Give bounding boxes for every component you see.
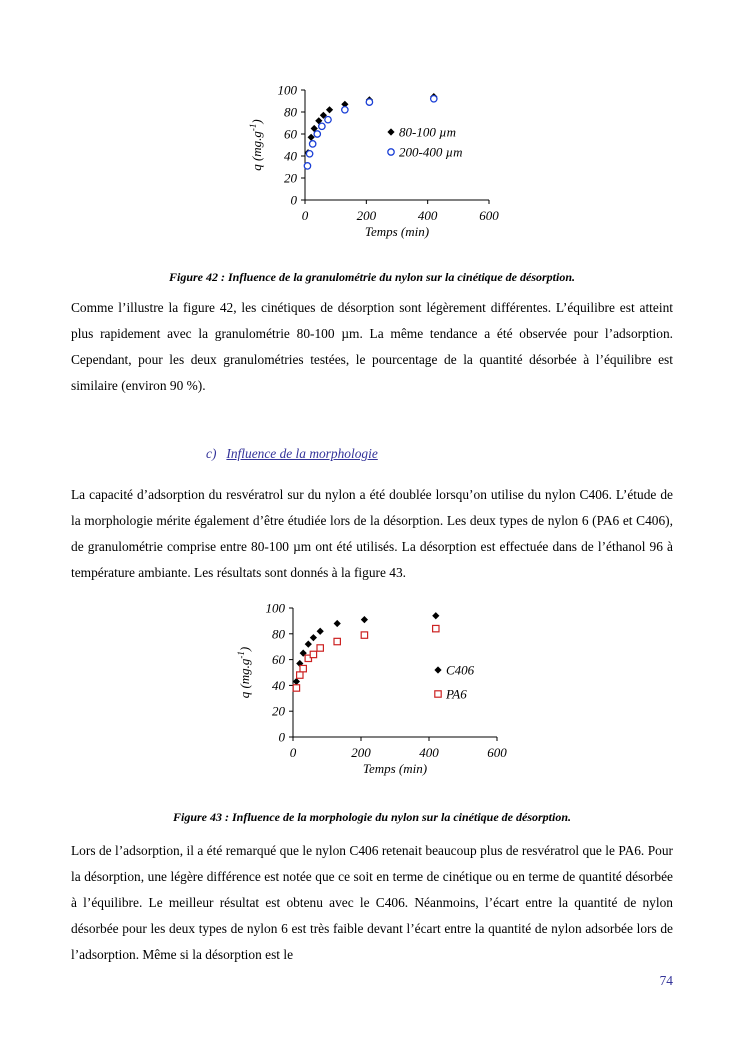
figure-43-caption: Figure 43 : Influence de la morphologie du nylon sur la cinétique de désorption. <box>172 810 572 824</box>
page-number: 74 <box>659 973 673 988</box>
paragraph-conclusion: Lors de l’adsorption, il a été remarqué que le nylon C406 retenait beaucoup plus de resvératrol que le PA6. Pour la désorption, une légère différence est notée que ce soit en terme de cinétique ou en terme de quantité désorbée à l’équilibre. Le meilleur résultat est obtenu avec le C406. Néanmoins, l’écart entre la quantité de nylon désorbée pour les deux types de nylon 6 est très faible devant l’écart entre la quantité de nylon adsorbée lors de l’adsorption. Même si la désorption est le <box>71 843 673 962</box>
x-tick-label: 400 <box>417 208 438 223</box>
data-point <box>297 672 303 678</box>
y-axis-label: q $(mg.g^{-1})$ <box>248 119 264 171</box>
x-tick-label: 600 <box>479 208 499 223</box>
y-tick-label: 20 <box>284 170 297 186</box>
y-tick-label: 80 <box>284 104 297 120</box>
y-tick-label: 100 <box>277 82 297 98</box>
data-point <box>310 651 316 657</box>
data-point <box>432 612 439 619</box>
data-point <box>334 620 341 627</box>
paragraph-morphologie: La capacité d’adsorption du resvératrol sur du nylon a été doublée lorsqu’on utilise du nylon C406. L’étude de la morphologie mérite également d’être étudiée lors de la désorption. Les deux types de nylon 6 (PA6 et C406), de granulométrie comprise entre 80-100 µm ont été utilisés. La désorption est effectuée dans de l’éthanol 96 à température ambiante. Les résultats sont donnés à la figure 43. <box>71 487 673 580</box>
y-tick-label: 60 <box>272 652 285 668</box>
y-tick-label: 40 <box>284 148 297 164</box>
data-point <box>361 616 368 623</box>
legend-label: 200-400 µm <box>399 144 463 160</box>
data-point <box>305 641 312 648</box>
data-point <box>293 685 299 691</box>
data-point <box>293 678 300 685</box>
y-tick-label: 20 <box>272 703 285 719</box>
paragraph-granulometrie: Comme l’illustre la figure 42, les cinétiques de désorption sont légèrement différentes. L’équilibre est atteint plus rapidement avec la granulométrie 80-100 µm. La même tendance a été observée pour l’adsorption. Cependant, pour les deux granulométries testées, le pourcentage de la quantité désorbée à l’équilibre est similaire (environ 90 %). <box>71 300 673 393</box>
legend-label: 80-100 µm <box>399 124 456 140</box>
y-tick-label: 0 <box>278 729 285 745</box>
x-tick-label: 200 <box>351 745 371 760</box>
legend-label: PA6 <box>446 686 467 702</box>
data-point <box>310 634 317 641</box>
x-tick-label: 0 <box>289 745 297 760</box>
data-point <box>361 632 367 638</box>
data-point <box>433 625 439 631</box>
x-tick-label: 600 <box>487 745 507 760</box>
y-tick-label: 100 <box>265 600 285 616</box>
data-point <box>317 645 323 651</box>
y-tick-label: 0 <box>290 192 297 208</box>
x-tick-label: 200 <box>356 208 377 223</box>
legend-marker <box>435 691 441 697</box>
data-point <box>334 638 340 644</box>
x-axis-label: Temps (min) <box>362 761 428 776</box>
y-tick-label: 60 <box>284 126 297 142</box>
data-point <box>317 628 324 635</box>
x-tick-label: 400 <box>419 745 439 760</box>
x-tick-label: 0 <box>301 208 309 223</box>
y-tick-label: 80 <box>272 626 285 642</box>
figure-42-caption: Figure 42 : Influence de la granulométrie du nylon sur la cinétique de désorption. <box>168 270 576 284</box>
legend-marker <box>434 666 441 673</box>
x-axis-label: Temps (min) <box>364 224 430 239</box>
section-number: c) <box>206 446 217 461</box>
legend-label: C406 <box>446 662 475 678</box>
section-title: Influence de la morphologie <box>226 446 378 461</box>
y-tick-label: 40 <box>272 677 285 693</box>
y-axis-label: q $(mg.g^{-1})$ <box>236 646 252 699</box>
data-point <box>300 665 306 671</box>
